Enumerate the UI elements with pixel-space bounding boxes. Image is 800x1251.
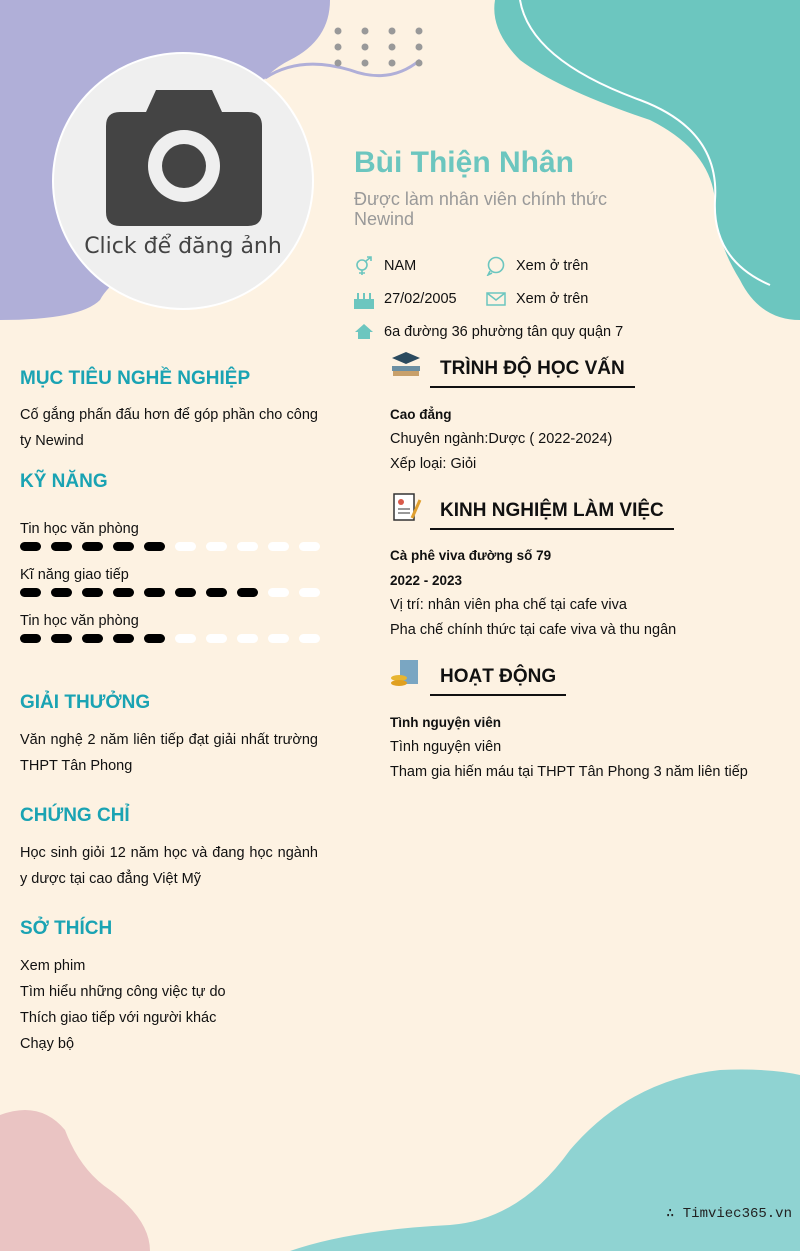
skill-level-dot [237,588,258,597]
career-text: Cố gắng phấn đấu hơn để góp phần cho công ty Newind [20,407,318,449]
email-value: Xem ở trên [516,291,589,307]
education-school: Cao đẳng [390,407,452,422]
skill-level-dot [175,588,196,597]
experience-details [390,543,676,643]
hobby-item: Xem phim [20,958,86,974]
activity-description: Tham gia hiến máu tại THPT Tân Phong 3 năm liên tiếp [390,764,748,780]
whatsapp-icon [486,256,506,276]
phone-value: Xem ở trên [516,258,589,274]
experience-company: Cà phê viva đường số 79 [390,548,552,563]
skill-level-dot [113,542,134,551]
skill-level-dot [82,588,103,597]
skill-level-dot [268,542,289,551]
skill-item [20,613,320,643]
skill-level-dot [268,588,289,597]
skill-level-dot [299,588,320,597]
skill-level-dot [113,634,134,643]
skill-level-dot [82,542,103,551]
experience-period: 2022 - 2023 [390,573,463,588]
activity-role: Tình nguyện viên [390,739,502,755]
hobby-item: Thích giao tiếp với người khác [20,1010,217,1026]
calculator-coins-icon [390,658,422,688]
address-info [354,322,623,342]
skill-level-dot [268,634,289,643]
skill-level-dot [144,542,165,551]
skill-item [20,521,320,551]
email-info [486,289,588,309]
skill-level-dot [299,542,320,551]
skill-level-dot [299,634,320,643]
skill-label: Tin học văn phòng [20,613,139,629]
skill-level-dot [51,588,72,597]
gender-value: NAM [384,258,417,274]
education-details [390,402,612,477]
experience-position: Vị trí: nhân viên pha chế tại cafe viva [390,597,627,613]
awards-heading: GIẢI THƯỞNG [20,692,151,713]
birthday-cake-icon [354,289,374,309]
skill-level-bar [20,634,320,643]
phone-info [486,256,588,276]
skill-item [20,567,320,597]
candidate-name: Bùi Thiện Nhân [354,146,574,179]
skills-heading: KỸ NĂNG [20,471,108,492]
desired-position: Được làm nhân viên chính thức Newind [354,189,608,229]
home-icon [354,322,374,342]
education-grade: Xếp loại: Giỏi [390,456,477,472]
career-heading: MỤC TIÊU NGHỀ NGHIỆP [20,368,251,389]
resume-document-icon [390,492,422,522]
skill-label: Kĩ năng giao tiếp [20,567,129,583]
skill-level-dot [206,634,227,643]
camera-icon [106,90,262,226]
skill-level-dot [51,634,72,643]
skill-level-dot [51,542,72,551]
skill-level-bar [20,588,320,597]
brand-footer: ∴ Timviec365.vn [665,1206,792,1222]
skill-level-dot [20,588,41,597]
hobbies-list [20,953,318,1057]
experience-heading: KINH NGHIỆM LÀM VIỆC [430,500,674,530]
education-heading: TRÌNH ĐỘ HỌC VẤN [430,358,635,388]
certs-heading: CHỨNG CHỈ [20,805,130,826]
hobby-item: Chạy bộ [20,1036,75,1052]
gender-icon [354,256,374,276]
skill-level-dot [175,542,196,551]
skill-level-dot [20,634,41,643]
education-major: Chuyên ngành:Dược ( 2022-2024) [390,431,613,447]
skill-level-dot [113,588,134,597]
skill-level-dot [175,634,196,643]
skill-level-dot [144,588,165,597]
skill-level-dot [82,634,103,643]
activities-heading: HOẠT ĐỘNG [430,666,566,696]
activity-organization: Tình nguyện viên [390,715,502,730]
graduation-books-icon [390,350,422,380]
skill-level-dot [206,588,227,597]
skill-level-dot [206,542,227,551]
skill-level-bar [20,542,320,551]
photo-upload-label: Click để đăng ảnh [84,234,282,259]
skill-level-dot [237,634,258,643]
hobbies-heading: SỞ THÍCH [20,918,113,939]
skill-label: Tin học văn phòng [20,521,139,537]
skill-level-dot [20,542,41,551]
birthday-value: 27/02/2005 [384,291,457,307]
hobby-item: Tìm hiểu những công việc tự do [20,984,226,1000]
activities-details [390,710,748,785]
awards-text: Văn nghệ 2 năm liên tiếp đạt giải nhất trường THPT Tân Phong [20,732,318,774]
address-value: 6a đường 36 phường tân quy quận 7 [384,324,624,340]
envelope-icon [486,289,506,309]
birthday-info [354,289,457,309]
experience-description: Pha chế chính thức tại cafe viva và thu ngân [390,622,677,638]
photo-upload[interactable] [52,52,314,310]
skill-level-dot [237,542,258,551]
gender-info [354,256,416,276]
certs-text: Học sinh giỏi 12 năm học và đang học ngành y dược tại cao đẳng Việt Mỹ [20,845,318,887]
skill-level-dot [144,634,165,643]
